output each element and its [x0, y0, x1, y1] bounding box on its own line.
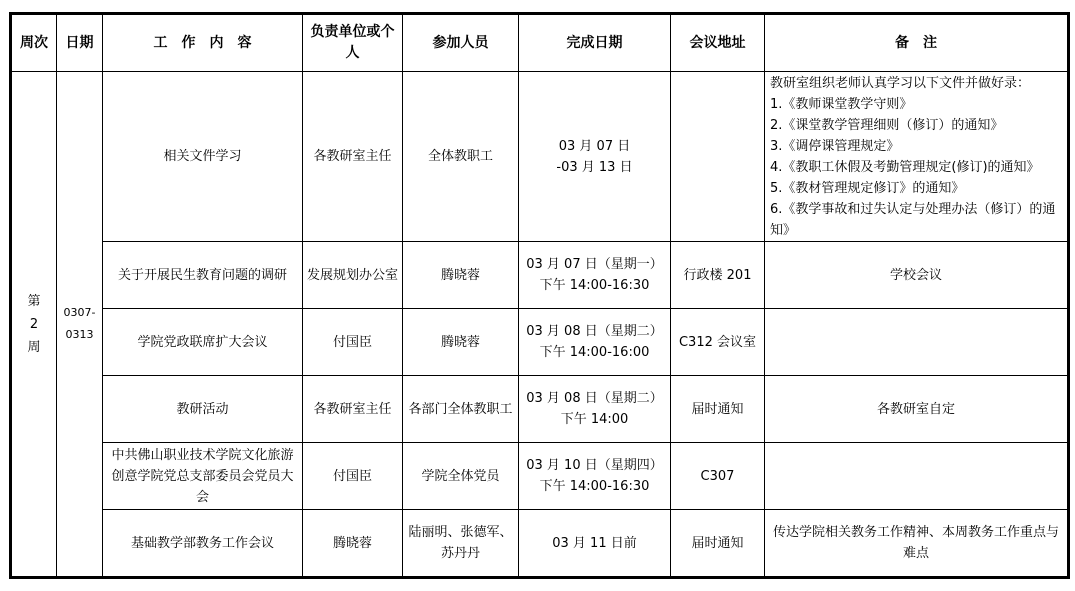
work-schedule-table: [9, 12, 1070, 579]
remarks: 学校会议: [765, 242, 1069, 309]
remarks-doc-item: 1.《教师课堂教学守则》: [770, 97, 913, 112]
finish-date: 03 月 07 日（星期一） 下午 14:00-16:30: [519, 242, 671, 309]
remarks: [765, 309, 1069, 376]
header-participants: 参加人员: [403, 14, 519, 72]
remarks-doc-item: 6.《教学事故和过失认定与处理办法（修订）的通知》: [770, 202, 1056, 238]
finish-date: 03 月 07 日 -03 月 13 日: [519, 72, 671, 242]
work-content: 教研活动: [103, 376, 303, 443]
responsible: 付国臣: [303, 309, 403, 376]
location: 届时通知: [671, 510, 765, 578]
remarks-intro: 教研室组织老师认真学习以下文件并做好录：: [770, 76, 1031, 91]
work-content: 中共佛山职业技术学院文化旅游创意学院党总支部委员会党员大会: [103, 443, 303, 510]
responsible: 各教研室主任: [303, 376, 403, 443]
responsible: 付国臣: [303, 443, 403, 510]
location: 届时通知: [671, 376, 765, 443]
responsible: 腾晓蓉: [303, 510, 403, 578]
finish-date: 03 月 08 日（星期二） 下午 14:00-16:00: [519, 309, 671, 376]
remarks-doc-item: 3.《调停课管理规定》: [770, 139, 900, 154]
finish-date: 03 月 10 日（星期四） 下午 14:00-16:30: [519, 443, 671, 510]
week-cell: 第 2 周: [11, 72, 57, 578]
remarks-doc-item: 2.《课堂教学管理细则（修订）的通知》: [770, 118, 1004, 133]
participants: 学院全体党员: [403, 443, 519, 510]
remarks: 传达学院相关教务工作精神、本周教务工作重点与难点: [765, 510, 1069, 578]
location: C307: [671, 443, 765, 510]
table-row: [11, 72, 1069, 242]
participants: 腾晓蓉: [403, 242, 519, 309]
work-content: 关于开展民生教育问题的调研: [103, 242, 303, 309]
participants: 腾晓蓉: [403, 309, 519, 376]
work-content: 学院党政联席扩大会议: [103, 309, 303, 376]
participants: 各部门全体教职工: [403, 376, 519, 443]
location: 行政楼 201: [671, 242, 765, 309]
remarks: 各教研室自定: [765, 376, 1069, 443]
header-responsible: 负责单位或个人: [303, 14, 403, 72]
finish-date: 03 月 08 日（星期二） 下午 14:00: [519, 376, 671, 443]
participants: 全体教职工: [403, 72, 519, 242]
remarks: [765, 443, 1069, 510]
remarks-document-list: [765, 72, 1069, 242]
finish-date: 03 月 11 日前: [519, 510, 671, 578]
responsible: 各教研室主任: [303, 72, 403, 242]
header-remarks: 备 注: [765, 14, 1069, 72]
location: [671, 72, 765, 242]
table-row: [11, 242, 1069, 309]
date-range-cell: 0307- 0313: [57, 72, 103, 578]
header-date: 日期: [57, 14, 103, 72]
header-content: 工 作 内 容: [103, 14, 303, 72]
header-row: [11, 14, 1069, 72]
participants: 陆丽明、张德军、苏丹丹: [403, 510, 519, 578]
table-row: [11, 376, 1069, 443]
table-row: [11, 443, 1069, 510]
work-content: 相关文件学习: [103, 72, 303, 242]
header-week: 周次: [11, 14, 57, 72]
table-row: [11, 510, 1069, 578]
remarks-doc-item: 5.《教材管理规定修订》的通知》: [770, 181, 965, 196]
work-content: 基础教学部教务工作会议: [103, 510, 303, 578]
remarks-doc-item: 4.《教职工休假及考勤管理规定(修订)的通知》: [770, 160, 1040, 175]
location: C312 会议室: [671, 309, 765, 376]
table-row: [11, 309, 1069, 376]
responsible: 发展规划办公室: [303, 242, 403, 309]
header-finish-date: 完成日期: [519, 14, 671, 72]
header-location: 会议地址: [671, 14, 765, 72]
